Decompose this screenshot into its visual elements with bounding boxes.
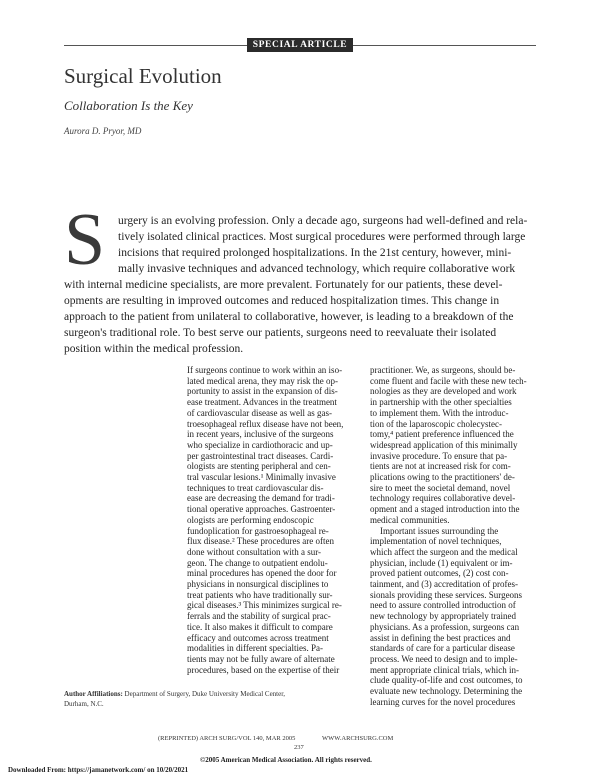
body-line: ologists are stenting peripheral and cen-: [187, 461, 331, 472]
body-line: techniques to treat cardiovascular dis-: [187, 482, 324, 493]
body-line: invasive procedure. To ensure that pa-: [370, 450, 508, 461]
body-line: in partnership with the other specialties: [370, 397, 512, 408]
body-line: Important issues surrounding the: [380, 525, 499, 536]
body-line: in recent years, inclusive of the surgeons: [187, 429, 334, 440]
body-line: technology requires collaborative devel-: [370, 493, 516, 504]
body-line: come fluent and facile with these new tech-: [370, 375, 527, 386]
body-line: ease treatment. Advances in the treatment: [187, 397, 337, 408]
body-line: ment appropriate clinical trials, which in-: [370, 664, 519, 675]
body-line: If surgeons continue to work within an iso-: [187, 365, 343, 375]
body-line: geon. The change to outpatient endolu-: [187, 557, 328, 568]
body-line: plications owing to the practitioners' de-: [370, 472, 515, 483]
header-rule-left: [64, 45, 247, 46]
body-line: treat patients who have traditionally sur-: [187, 589, 333, 600]
body-line: ologists are performing endoscopic: [187, 514, 314, 525]
body-line: widespread application of this minimally: [370, 439, 518, 450]
body-line: learning curves for the novel procedures: [370, 696, 516, 707]
footer-citation: (REPRINTED) ARCH SURG/VOL 140, MAR 2005: [158, 735, 296, 742]
body-line: fundoplication for gastroesophageal re-: [187, 525, 329, 536]
body-line: lated medical arena, they may risk the op-: [187, 375, 338, 386]
intro-line: opments are resulting in improved outcomes and reduced hospitalization times. This change in: [64, 295, 500, 307]
body-line: tients are not at increased risk for com-: [370, 461, 511, 472]
body-line: sire to meet the societal demand, novel: [370, 482, 511, 493]
body-line: ferrals and the stability of surgical prac-: [187, 611, 331, 622]
body-line: practitioner. We, as surgeons, should be-: [370, 365, 516, 375]
section-label: SPECIAL ARTICLE: [247, 38, 353, 52]
body-line: need to assure controlled introduction of: [370, 600, 516, 611]
body-line: tral vascular lesions.¹ Minimally invasive: [187, 472, 336, 483]
page-number: 237: [294, 744, 304, 751]
intro-line: incisions that required prolonged hospitalizations. In the 21st century, however, mini-: [118, 247, 512, 259]
body-line: of cardiovascular disease as well as gas-: [187, 407, 332, 418]
body-line: ease are decreasing the demand for tradi-: [187, 493, 335, 504]
body-line: gical diseases.³ This minimizes surgical re-: [187, 600, 342, 611]
body-line: evaluate new technology. Determining the: [370, 686, 523, 697]
body-line: assist in defining the best practices and: [370, 632, 511, 643]
affiliations-text: Durham, N.C.: [64, 700, 104, 708]
article-author: Aurora D. Pryor, MD: [64, 126, 142, 136]
body-line: physicians. As a profession, surgeons can: [370, 621, 520, 632]
body-line: flux disease.² These procedures are often: [187, 536, 334, 547]
body-column-right: [370, 365, 538, 708]
article-subtitle: Collaboration Is the Key: [64, 98, 193, 113]
body-line: minal procedures has opened the door for: [187, 568, 337, 579]
body-line: tice. It also makes it difficult to compare: [187, 621, 333, 632]
body-line: tients may not be fully aware of alternate: [187, 653, 335, 664]
body-line: tomy,⁴ patient preference influenced the: [370, 429, 514, 440]
affiliations-text: Department of Surgery, Duke University Medical Center,: [124, 690, 286, 698]
copyright-notice: ©2005 American Medical Association. All rights reserved.: [200, 756, 372, 764]
body-line: to implement them. With the introduc-: [370, 407, 509, 418]
body-line: tainment, and (3) accreditation of profes-: [370, 579, 518, 590]
body-line: medical communities.: [370, 514, 450, 525]
body-line: nologies as they are developed and work: [370, 386, 517, 397]
intro-line: surgeon's traditional role. To best serve our patients, surgeons need to reevaluate their isolated: [64, 327, 497, 339]
body-line: efficacy and outcomes across treatment: [187, 632, 329, 643]
body-line: per gastrointestinal tract diseases. Cardi-: [187, 450, 334, 461]
body-line: implementation of novel techniques,: [370, 536, 502, 547]
intro-line: with internal medicine specialists, are more prevalent. Fortunately for our patients, these devel-: [64, 279, 503, 291]
body-line: tional operative approaches. Gastroenter-: [187, 504, 336, 515]
body-line: modalities in different specialties. Pa-: [187, 643, 324, 654]
body-line: sionals providing these services. Surgeons: [370, 589, 523, 600]
intro-line: position within the medical profession.: [64, 343, 244, 355]
body-line: troesophageal reflux disease have not been,: [187, 418, 344, 429]
body-line: which affect the surgeon and the medical: [370, 546, 518, 557]
drop-cap: S: [64, 199, 106, 281]
footer-website: WWW.ARCHSURG.COM: [322, 735, 394, 742]
body-line: clude quality-of-life and cost outcomes, to: [370, 675, 523, 686]
body-column-left: [187, 365, 363, 675]
intro-line: approach to the patient from unilateral to collaborative, however, is leading to a breakdown of the: [64, 311, 514, 323]
body-line: standards of care for a particular disease: [370, 643, 515, 654]
body-line: done without consultation with a sur-: [187, 546, 322, 557]
download-notice: Downloaded From: https://jamanetwork.com/ on 10/20/2021: [8, 766, 189, 774]
intro-line: tively isolated clinical practices. Most surgical procedures were performed through large: [118, 231, 526, 243]
body-line: new technology by appropriately trained: [370, 611, 516, 622]
body-line: portunity to assist in the expansion of dis-: [187, 386, 338, 397]
author-affiliations: [64, 689, 285, 709]
body-line: physicians in nonsurgical disciplines to: [187, 579, 329, 590]
article-title: Surgical Evolution: [64, 64, 222, 88]
header-rule-right: [353, 45, 536, 46]
body-line: physician, include (1) equivalent or im-: [370, 557, 513, 568]
affiliations-label: Author Affiliations:: [64, 690, 123, 698]
body-line: process. We need to design and to imple-: [370, 653, 518, 664]
body-line: proved patient outcomes, (2) cost con-: [370, 568, 509, 579]
intro-line: urgery is an evolving profession. Only a decade ago, surgeons had well-defined and rela-: [118, 215, 528, 227]
body-line: procedures, based on the expertise of their: [187, 664, 340, 675]
intro-line: mally invasive techniques and advanced technology, which require collaborative work: [118, 263, 516, 275]
body-line: who specialize in cardiothoracic and up-: [187, 439, 333, 450]
body-line: opment and a staged introduction into the: [370, 504, 520, 515]
body-line: tion of the laparoscopic cholecystec-: [370, 418, 502, 429]
